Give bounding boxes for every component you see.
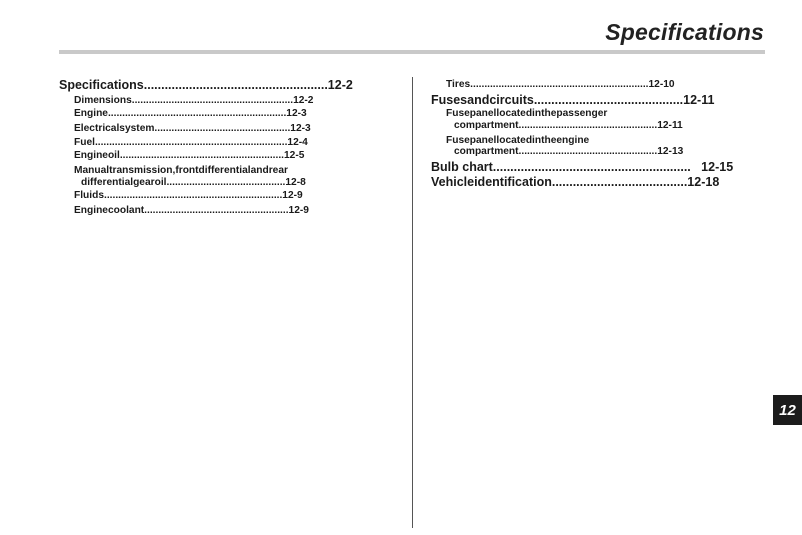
toc-entry-fuse-panel-passenger[interactable]: Fusepanellocatedinthepassenger [446, 108, 608, 119]
toc-entry-fluids[interactable]: Fluids...............................................................12-9 [74, 190, 303, 201]
toc-entry-bulb-chart[interactable]: Bulb chart......................................................... 12-15 [431, 160, 734, 174]
toc-entry-specifications[interactable]: Specifications.....................................................12-2 [59, 78, 353, 92]
toc-entry-engine-oil[interactable]: Engineoil..........................................................12-5 [74, 150, 305, 161]
toc-entry-differential-gear-oil[interactable]: differentialgearoil..........................................12-8 [81, 177, 306, 188]
toc-entry-vehicle-identification[interactable]: Vehicleidentification.......................................12-18 [431, 175, 720, 189]
toc-entry-engine-compartment[interactable]: compartment.................................................12-13 [454, 146, 684, 157]
page-title: Specifications [605, 19, 764, 45]
column-divider [412, 77, 413, 528]
chapter-tab[interactable]: 12 [773, 395, 802, 425]
toc-entry-tires[interactable]: Tires...............................................................12-10 [446, 79, 675, 90]
toc-entry-electrical-system[interactable]: Electricalsystem................................................12-3 [74, 123, 311, 134]
toc-entry-dimensions[interactable]: Dimensions.........................................................12-2 [74, 95, 314, 106]
toc-entry-fuel[interactable]: Fuel....................................................................12-4 [74, 137, 308, 148]
toc-entry-engine[interactable]: Engine...............................................................12-3 [74, 108, 307, 119]
header-rule [59, 50, 765, 54]
toc-entry-fuse-panel-engine[interactable]: Fusepanellocatedintheengine [446, 135, 590, 146]
toc-entry-manual-transmission[interactable]: Manualtransmission,frontdifferentialandrear [74, 165, 288, 176]
toc-entry-engine-coolant[interactable]: Enginecoolant...................................................12-9 [74, 205, 309, 216]
toc-entry-fuses-and-circuits[interactable]: Fusesandcircuits...........................................12-11 [431, 93, 715, 107]
toc-entry-passenger-compartment[interactable]: compartment.................................................12-11 [454, 120, 683, 131]
